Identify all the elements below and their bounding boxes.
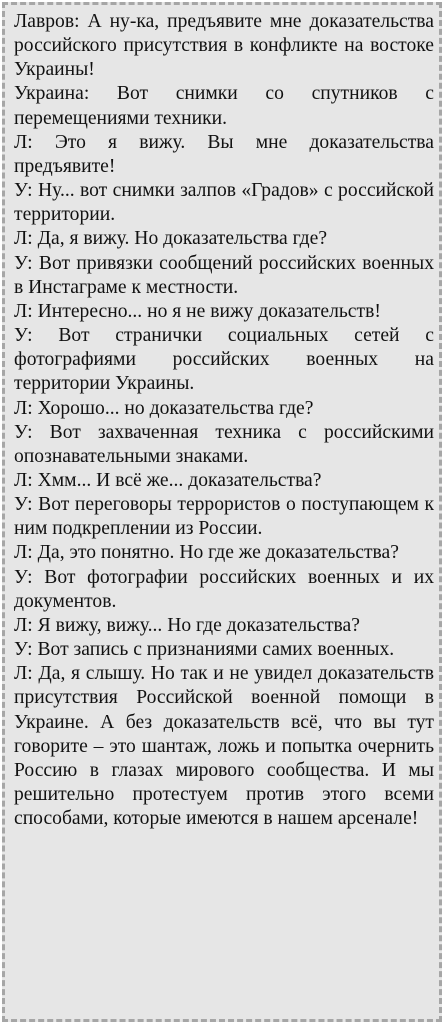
dialogue-line: Л: Да, это понятно. Но где же доказательства? — [14, 542, 399, 564]
dialogue-line: Л: Интересно... но я не вижу доказательств! — [14, 300, 381, 322]
dialogue-line: Л: Да, я вижу. Но доказательства где? — [14, 228, 328, 250]
dialogue-line: У: Ну... вот снимки залпов «Градов» с российской территории. — [14, 180, 434, 226]
dialogue-line: Л: Да, я слышу. Но так и не увидел доказательств присутствия Российской военной помощи в Украине. А без доказательств всё, что вы тут говорите – это шантаж, ложь и попытка очернить Россию в глазах мирового сообщества. И мы решительно протестуем против этого всеми способами, которые имеются в нашем арсенале! — [14, 663, 434, 830]
dialogue-line: У: Вот фотографии российских военных и их документов. — [14, 566, 434, 612]
dialogue-line: У: Вот захваченная техника с российскими опознавательными знаками. — [14, 421, 434, 467]
dialogue-line: У: Вот переговоры террористов о поступающем к ним подкреплении из России. — [14, 494, 434, 540]
dialogue-line: Украина: Вот снимки со спутников с перемещениями техники. — [14, 83, 434, 129]
dialogue-line: Л: Я вижу, вижу... Но где доказательства? — [14, 614, 360, 636]
dialogue-line: Л: Хмм... И всё же... доказательства? — [14, 469, 322, 491]
dialogue-card — [2, 2, 442, 1022]
dialogue-text — [14, 10, 434, 831]
dialogue-line: Л: Хорошо... но доказательства где? — [14, 397, 314, 419]
dialogue-line: У: Вот странички социальных сетей с фотографиями российских военных на территории Украины. — [14, 325, 434, 395]
dialogue-line: Л: Это я вижу. Вы мне доказательства предъявите! — [14, 131, 434, 177]
dialogue-line: Лавров: А ну-ка, предъявите мне доказательства российского присутствия в конфликте на востоке Украины! — [14, 11, 434, 81]
dialogue-line: У: Вот привязки сообщений российских военных в Инстаграме к местности. — [14, 252, 434, 298]
dialogue-line: У: Вот запись с признаниями самих военных. — [14, 639, 395, 661]
